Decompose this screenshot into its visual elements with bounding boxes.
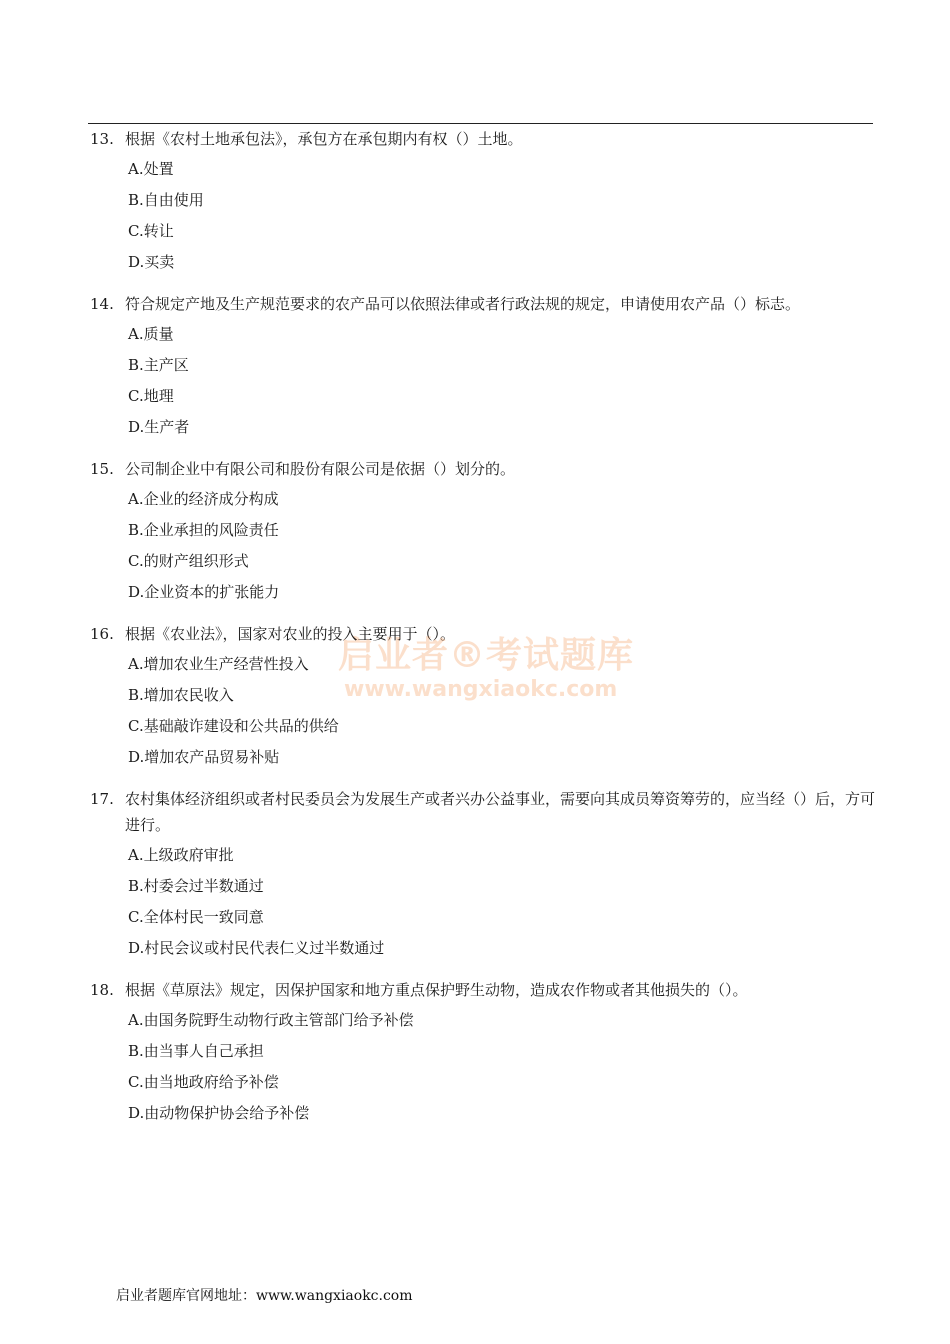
option-a: A.企业的经济成分构成 [128, 490, 279, 508]
question-16 [90, 621, 880, 773]
question-text: 符合规定产地及生产规范要求的农产品可以依照法律或者行政法规的规定，申请使用农产品（）标志。 [125, 295, 801, 313]
question-number: 17. [90, 790, 114, 808]
question-stem [90, 621, 880, 647]
option-a: A.质量 [128, 325, 174, 343]
watermark-url: www.wangxiaokc.com [344, 677, 618, 702]
question-stem [90, 786, 880, 838]
footer-site-address: 启业者题库官网地址：www.wangxiaokc.com [116, 1288, 413, 1304]
option-c: C.全体村民一致同意 [128, 908, 264, 926]
question-list [90, 126, 880, 1142]
question-text: 公司制企业中有限公司和股份有限公司是依据（）划分的。 [125, 460, 516, 478]
question-text: 农村集体经济组织或者村民委员会为发展生产或者兴办公益事业，需要向其成员筹资筹劳的，应当经（）后，方可进行。 [125, 790, 876, 834]
option-d: D.企业资本的扩张能力 [128, 583, 280, 601]
option-b: B.自由使用 [128, 191, 204, 209]
question-number: 18. [90, 981, 114, 999]
question-15 [90, 456, 880, 608]
question-14 [90, 291, 880, 443]
question-stem [90, 291, 880, 317]
option-a: A.处置 [128, 160, 174, 178]
option-d: D.村民会议或村民代表仁义过半数通过 [128, 939, 385, 957]
header-rule [88, 123, 873, 124]
question-stem [90, 456, 880, 482]
option-b: B.主产区 [128, 356, 189, 374]
option-c: C.的财产组织形式 [128, 552, 249, 570]
option-c: C.地理 [128, 387, 174, 405]
question-text: 根据《农村土地承包法》，承包方在承包期内有权（）土地。 [125, 130, 523, 148]
option-c: C.转让 [128, 222, 174, 240]
question-number: 15. [90, 460, 114, 478]
question-number: 14. [90, 295, 114, 313]
option-b: B.村委会过半数通过 [128, 877, 264, 895]
question-number: 16. [90, 625, 114, 643]
question-13 [90, 126, 880, 278]
question-text: 根据《草原法》规定，因保护国家和地方重点保护野生动物，造成农作物或者其他损失的（）。 [125, 981, 748, 999]
question-18 [90, 977, 880, 1129]
option-b: B.企业承担的风险责任 [128, 521, 279, 539]
option-b: B.增加农民收入 [128, 686, 234, 704]
option-d: D.增加农产品贸易补贴 [128, 748, 280, 766]
question-number: 13. [90, 130, 114, 148]
option-b: B.由当事人自己承担 [128, 1042, 264, 1060]
option-a: A.增加农业生产经营性投入 [128, 655, 309, 673]
option-a: A.上级政府审批 [128, 846, 234, 864]
option-d: D.由动物保护协会给予补偿 [128, 1104, 310, 1122]
question-stem [90, 126, 880, 152]
option-c: C.基础敲诈建设和公共品的供给 [128, 717, 339, 735]
question-stem [90, 977, 880, 1003]
option-d: D.买卖 [128, 253, 175, 271]
question-17 [90, 786, 880, 964]
option-d: D.生产者 [128, 418, 190, 436]
option-a: A.由国务院野生动物行政主管部门给予补偿 [128, 1011, 414, 1029]
option-c: C.由当地政府给予补偿 [128, 1073, 279, 1091]
watermark-title: 启业者®考试题库 [338, 635, 635, 676]
question-text: 根据《农业法》，国家对农业的投入主要用于（）。 [125, 625, 456, 643]
